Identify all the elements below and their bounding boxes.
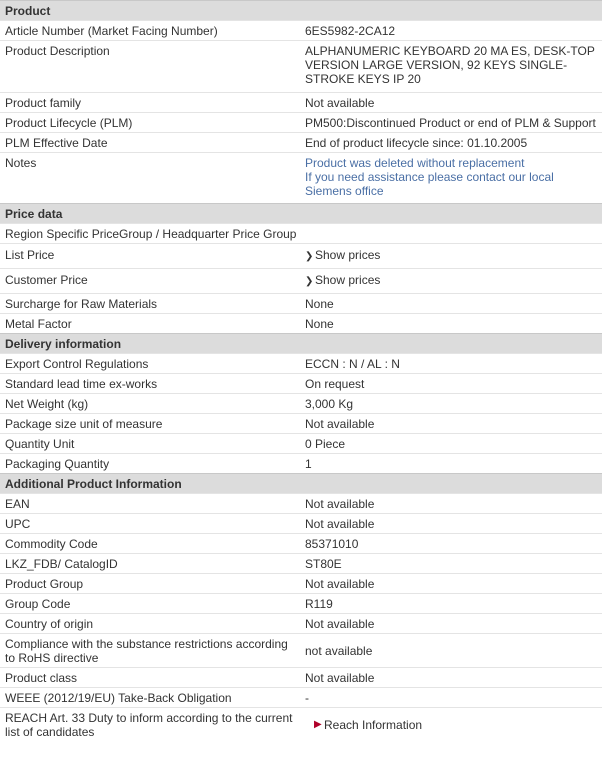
row-label: Product Description	[5, 44, 110, 58]
table-row	[0, 613, 602, 633]
row-value: 0 Piece	[305, 437, 346, 451]
list-price-label: List Price	[5, 248, 55, 262]
row-value: Not available	[305, 96, 375, 110]
row-label: Group Code	[5, 597, 71, 611]
row-label: Product family	[5, 96, 82, 110]
table-row	[0, 667, 602, 687]
row-label: Country of origin	[5, 617, 94, 631]
contact-siemens-link[interactable]: If you need assistance please contact our local Siemens office	[305, 170, 554, 198]
list-price-value	[300, 244, 602, 268]
row-label: Metal Factor	[5, 317, 72, 331]
table-row	[0, 92, 602, 112]
table-row	[0, 633, 602, 667]
list-price-show-prices-link[interactable]: Show prices	[315, 248, 381, 262]
row-label: Product Group	[5, 577, 84, 591]
table-row	[0, 513, 602, 533]
table-row-notes	[0, 152, 602, 203]
product-deleted-link[interactable]: Product was deleted without replacement	[305, 156, 525, 170]
table-row	[0, 373, 602, 393]
row-label: Packaging Quantity	[5, 457, 110, 471]
triangle-right-icon: ▶	[314, 719, 322, 730]
row-value: Not available	[305, 497, 375, 511]
row-label: WEEE (2012/19/EU) Take-Back Obligation	[5, 691, 232, 705]
chevron-right-icon: ❯	[305, 251, 314, 262]
section-header-product: Product	[0, 0, 602, 20]
row-label: PLM Effective Date	[5, 136, 108, 150]
table-row	[0, 20, 602, 40]
row-value: 85371010	[305, 537, 359, 551]
table-row	[0, 353, 602, 373]
customer-price-value	[300, 269, 602, 293]
customer-price-show-prices-link[interactable]: Show prices	[315, 273, 381, 287]
row-label: Compliance with the substance restrictions according to RoHS directive	[5, 637, 288, 665]
table-row	[0, 243, 602, 268]
table-row	[0, 112, 602, 132]
row-value: On request	[305, 377, 365, 391]
table-row	[0, 293, 602, 313]
table-row	[0, 433, 602, 453]
row-label: Export Control Regulations	[5, 357, 149, 371]
row-label: Product class	[5, 671, 78, 685]
table-row	[0, 593, 602, 613]
row-value: 3,000 Kg	[305, 397, 354, 411]
reach-label: REACH Art. 33 Duty to inform according to the current list of candidates	[5, 711, 293, 739]
row-label: Net Weight (kg)	[5, 397, 89, 411]
row-value: End of product lifecycle since: 01.10.2005	[305, 136, 528, 150]
row-value: ECCN : N / AL : N	[305, 357, 400, 371]
row-label: Article Number (Market Facing Number)	[5, 24, 218, 38]
row-label: Quantity Unit	[5, 437, 75, 451]
row-value: PM500:Discontinued Product or end of PLM & Support	[305, 116, 596, 130]
region-price-group-label: Region Specific PriceGroup / Headquarter Price Group	[5, 227, 297, 241]
table-row	[0, 223, 602, 243]
row-value: Not available	[305, 617, 375, 631]
table-row	[0, 687, 602, 707]
row-value: Not available	[305, 671, 375, 685]
row-label: UPC	[5, 517, 31, 531]
chevron-right-icon: ❯	[305, 276, 314, 287]
row-value: ALPHANUMERIC KEYBOARD 20 MA ES, DESK-TOP VERSION LARGE VERSION, 92 KEYS SINGLE-STROKE KEYS IP 20	[305, 44, 595, 86]
row-value: 6ES5982-2CA12	[305, 24, 396, 38]
row-value: None	[305, 297, 334, 311]
row-value: Not available	[305, 577, 375, 591]
row-value: ST80E	[305, 557, 342, 571]
row-label: Surcharge for Raw Materials	[5, 297, 158, 311]
reach-value	[300, 708, 602, 741]
table-row	[0, 573, 602, 593]
table-row	[0, 313, 602, 333]
table-row	[0, 393, 602, 413]
table-row	[0, 707, 602, 741]
table-row	[0, 533, 602, 553]
row-value: Not available	[305, 517, 375, 531]
table-row	[0, 553, 602, 573]
row-label: Standard lead time ex-works	[5, 377, 158, 391]
table-row	[0, 268, 602, 293]
customer-price-label: Customer Price	[5, 273, 88, 287]
table-row	[0, 453, 602, 473]
row-label: Package size unit of measure	[5, 417, 163, 431]
notes-value	[300, 153, 602, 203]
table-row	[0, 40, 602, 92]
table-row	[0, 493, 602, 513]
section-header-price: Price data	[0, 203, 602, 223]
reach-information-link[interactable]: Reach Information	[324, 718, 423, 732]
section-header-delivery: Delivery information	[0, 333, 602, 353]
section-header-additional: Additional Product Information	[0, 473, 602, 493]
row-value: None	[305, 317, 334, 331]
row-value: 1	[305, 457, 312, 471]
row-label: EAN	[5, 497, 30, 511]
row-value: R119	[305, 597, 333, 611]
row-value: -	[305, 691, 309, 705]
row-label: Product Lifecycle (PLM)	[5, 116, 133, 130]
row-label: Commodity Code	[5, 537, 98, 551]
row-value: Not available	[305, 417, 375, 431]
table-row	[0, 132, 602, 152]
row-label: LKZ_FDB/ CatalogID	[5, 557, 118, 571]
row-value: not available	[305, 644, 373, 658]
table-row	[0, 413, 602, 433]
notes-label: Notes	[5, 156, 37, 170]
